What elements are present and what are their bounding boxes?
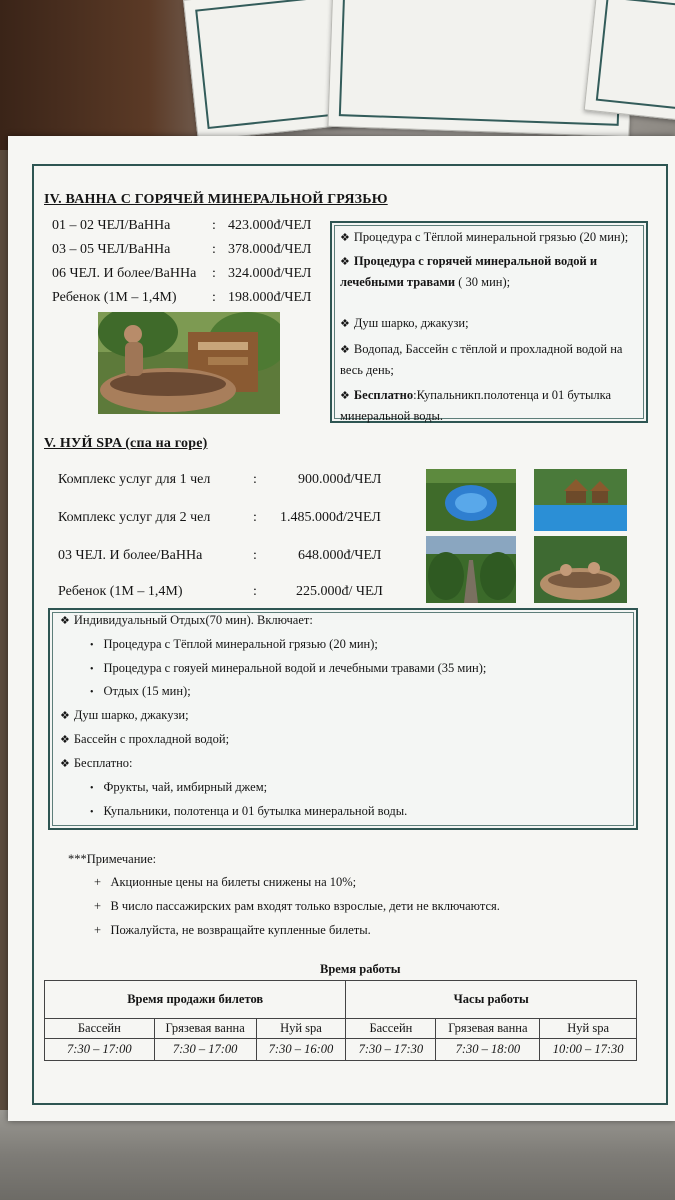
list-item: • Процедура с Тёплой минеральной грязью (20 мин); <box>90 637 378 651</box>
note-item: + Пожалуйста, не возвращайте купленные билеты. <box>94 923 371 937</box>
table-header-cell: Бассейн <box>45 1019 155 1039</box>
section-5-includes-box <box>48 608 638 830</box>
table-cell: 7:30 – 18:00 <box>436 1039 540 1061</box>
pool-gazebos-photo <box>534 469 627 531</box>
list-item: • Купальники, полотенца и 01 бутылка минеральной воды. <box>90 804 408 818</box>
section-5-title: V. НУЙ SPA (спа на горе) <box>44 436 208 451</box>
list-item: ❖ Процедура с горячей минеральной водой и лечебными травами ( 30 мин); <box>340 254 598 290</box>
list-item: ❖ Бесплатно:Купальникп.полотенца и 01 бутылка минеральной воды. <box>340 388 612 424</box>
list-item: ❖ Душ шарко, джакузи; <box>60 708 189 722</box>
list-item: • Отдых (15 мин); <box>90 684 191 698</box>
table-header-cell: Нуй spa <box>540 1019 637 1039</box>
mud-bath-photo <box>98 312 280 414</box>
list-item: ❖ Водопад, Бассейн с тёплой и прохладной водой на весь день; <box>340 342 623 378</box>
table-cell: 7:30 – 17:00 <box>45 1039 155 1061</box>
list-item: • Фрукты, чай, имбирный джем; <box>90 780 268 794</box>
garden-path-photo <box>426 536 516 603</box>
section-4-title: IV. ВАННА С ГОРЯЧЕЙ МИНЕРАЛЬНОЙ ГРЯЗЬЮ <box>44 192 388 207</box>
mud-bath-guests-photo <box>534 536 627 603</box>
table-header-cell: Грязевая ванна <box>154 1019 256 1039</box>
table-header-cell: Грязевая ванна <box>436 1019 540 1039</box>
note-item: + Акционные цены на билеты снижены на 10%; <box>94 875 357 889</box>
table-cell: 10:00 – 17:30 <box>540 1039 637 1061</box>
section-4-includes-box <box>330 221 648 423</box>
table-cell: 7:30 – 16:00 <box>256 1039 346 1061</box>
list-item: ❖ Душ шарко, джакузи; <box>340 316 469 330</box>
ticket-sales-header: Время продажи билетов <box>45 981 346 1019</box>
price-sheet: IV. ВАННА С ГОРЯЧЕЙ МИНЕРАЛЬНОЙ ГРЯЗЬЮ 01 – 02 ЧЕЛ/ВаННа : 423.000đ/ЧЕЛ 03 – 05 ЧЕЛ/ВаННа : 378.000đ/ЧЕЛ 06 ЧЕЛ. И более/ВаННа : 324.000đ/ЧЕЛ Ребенок (1М – 1,4М) : 198.000đ/ЧЕЛ ❖ Процедура с Тёплой минеральной грязью (20 мин); ❖ Процедура с горячей минеральной водой и лечебными травами ( 30 мин); ❖ Душ шарко, джакузи; ❖ Водопад, Бассейн с тёплой и прохладной водой на весь день; ❖ Бесплатно:Купальникп.полотенца и 01 бутылка минеральной воды. V. НУЙ SPA (спа на горе) Комплекс услуг для 1 чел : 900.000đ/ЧЕЛ Комплекс услуг для 2 чел : 1.485.000đ/2ЧЕЛ 03 ЧЕЛ. И более/ВаННа : 648.000đ/ЧЕЛ Ребенок (1М – 1,4М) : 225.000đ/ ЧЕЛ ❖ Индивидуальный Отдых(70 мин). Включает: • Процедура с Тёплой минеральной грязью (20 мин); • Процедура с гояуей минеральной водой и лечебными травами (35 мин); • Отдых (15 мин); ❖ Душ шарко, джакузи; ❖ Бассейн с прохладной водой; ❖ Бесплатно: • Фрукты, чай, имбирный джем; • Купальники, полотенца и 01 бутылка минеральной воды. ***Примечание: + Акционные цены на билеты снижены на 10%; + В число пассажирских рам входят только взрослые, дети не включаются. + Пожалуйста, не возвращайте купленные билеты. Время работы Время продажи билетов Часы работы Бассейн Грязевая ванна Нуй spa Бассейн Грязевая ванна Нуй spa 7:30 – 17:00 7:30 – 17:00 7:30 – 16:00 7:30 – 17:30 7:30 – 18:00 10:00 – 17:30 <box>8 136 675 1121</box>
table-header-cell: Нуй spa <box>256 1019 346 1039</box>
list-item: ❖ Бесплатно: <box>60 756 133 770</box>
list-item: ❖ Процедура с Тёплой минеральной грязью (20 мин); <box>340 230 629 244</box>
pool-aerial-photo <box>426 469 516 531</box>
table-cell: 7:30 – 17:30 <box>346 1039 436 1061</box>
list-item: • Процедура с гояуей минеральной водой и лечебными травами (35 мин); <box>90 661 487 675</box>
hours-table <box>44 980 637 1061</box>
opening-hours-header: Часы работы <box>346 981 637 1019</box>
background-floor <box>0 1110 675 1200</box>
note-item: + В число пассажирских рам входят только взрослые, дети не включаются. <box>94 899 500 913</box>
background-menu-sheet <box>584 0 675 123</box>
list-item: ❖ Индивидуальный Отдых(70 мин). Включает: <box>60 613 313 627</box>
hours-title: Время работы <box>320 962 401 976</box>
notes-title: ***Примечание: <box>68 852 157 866</box>
table-header-cell: Бассейн <box>346 1019 436 1039</box>
list-item: ❖ Бассейн с прохладной водой; <box>60 732 230 746</box>
table-cell: 7:30 – 17:00 <box>154 1039 256 1061</box>
